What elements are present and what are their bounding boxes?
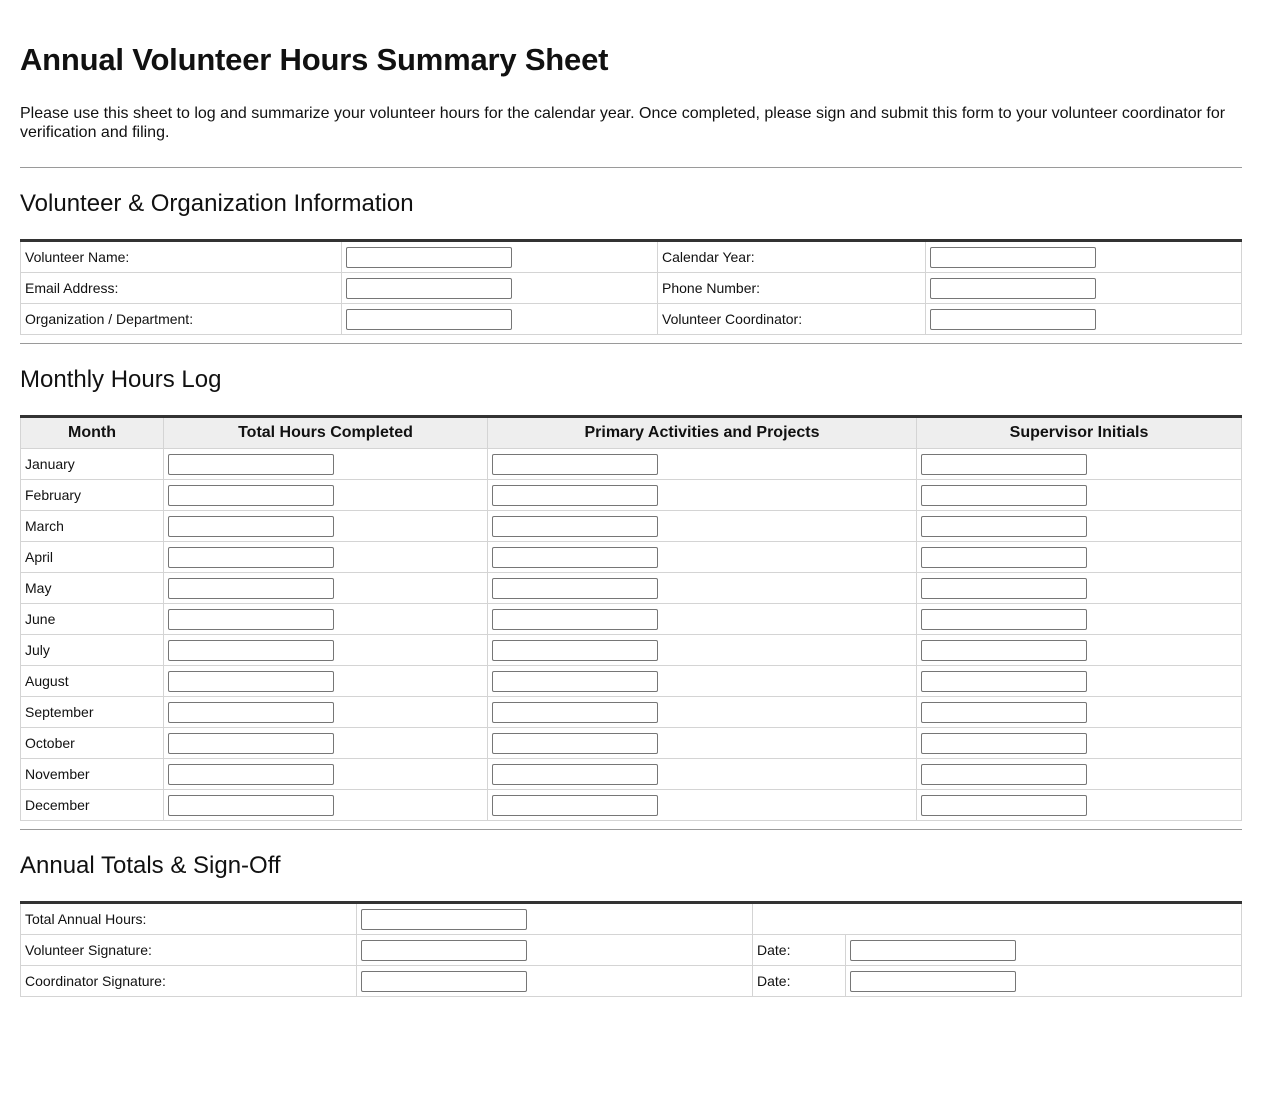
page-title: Annual Volunteer Hours Summary Sheet (20, 42, 609, 77)
initials-input[interactable] (921, 702, 1087, 723)
initials-input[interactable] (921, 795, 1087, 816)
initials-input[interactable] (921, 516, 1087, 537)
hours-input[interactable] (168, 640, 334, 661)
hours-cell (164, 480, 488, 511)
total-hours-input[interactable] (361, 909, 527, 930)
table-row (21, 635, 1242, 666)
volunteer-date-input[interactable] (850, 940, 1016, 961)
initials-cell (917, 728, 1242, 759)
initials-cell (917, 480, 1242, 511)
organization-label: Organization / Department: (21, 304, 342, 335)
activities-cell (488, 759, 917, 790)
column-header-activities: Primary Activities and Projects (488, 417, 917, 449)
total-hours-label: Total Annual Hours: (21, 903, 357, 935)
coordinator-date-label: Date: (753, 966, 846, 997)
initials-cell (917, 449, 1242, 480)
coordinator-cell (926, 304, 1242, 335)
hours-input[interactable] (168, 671, 334, 692)
activities-input[interactable] (492, 640, 658, 661)
table-row (21, 511, 1242, 542)
coordinator-date-cell (846, 966, 1242, 997)
hours-cell (164, 635, 488, 666)
activities-cell (488, 604, 917, 635)
column-header-initials: Supervisor Initials (917, 417, 1242, 449)
table-row (21, 935, 1242, 966)
activities-cell (488, 511, 917, 542)
coordinator-signature-cell (357, 966, 753, 997)
table-row (21, 542, 1242, 573)
log-section-heading: Monthly Hours Log (20, 366, 222, 393)
initials-cell (917, 759, 1242, 790)
hours-input[interactable] (168, 547, 334, 568)
initials-cell (917, 542, 1242, 573)
hours-cell (164, 542, 488, 573)
volunteer-date-label: Date: (753, 935, 846, 966)
initials-cell (917, 511, 1242, 542)
empty-cell (753, 903, 1242, 935)
table-header-row (21, 417, 1242, 449)
initials-input[interactable] (921, 485, 1087, 506)
initials-cell (917, 790, 1242, 821)
table-row (21, 903, 1242, 935)
initials-cell (917, 635, 1242, 666)
column-header-hours: Total Hours Completed (164, 417, 488, 449)
initials-input[interactable] (921, 578, 1087, 599)
phone-label: Phone Number: (658, 273, 926, 304)
hours-cell (164, 697, 488, 728)
table-row (21, 604, 1242, 635)
month-label: February (21, 480, 164, 511)
activities-input[interactable] (492, 547, 658, 568)
phone-cell (926, 273, 1242, 304)
monthly-log-table (20, 415, 1242, 821)
calendar-year-cell (926, 241, 1242, 273)
divider (20, 343, 1242, 344)
volunteer-signature-label: Volunteer Signature: (21, 935, 357, 966)
table-row (21, 728, 1242, 759)
table-row (21, 449, 1242, 480)
activities-input[interactable] (492, 702, 658, 723)
calendar-year-label: Calendar Year: (658, 241, 926, 273)
month-label: August (21, 666, 164, 697)
hours-cell (164, 573, 488, 604)
hours-cell (164, 604, 488, 635)
table-row (21, 304, 1242, 335)
activities-input[interactable] (492, 671, 658, 692)
coordinator-signature-label: Coordinator Signature: (21, 966, 357, 997)
activities-input[interactable] (492, 733, 658, 754)
month-label: October (21, 728, 164, 759)
month-label: September (21, 697, 164, 728)
activities-input[interactable] (492, 578, 658, 599)
hours-input[interactable] (168, 485, 334, 506)
table-row (21, 966, 1242, 997)
coordinator-date-input[interactable] (850, 971, 1016, 992)
volunteer-signature-input[interactable] (361, 940, 527, 961)
intro-text: Please use this sheet to log and summarize your volunteer hours for the calendar year. Once completed, please sign and submit this form to your volunteer coordinator for verification and filing. (20, 105, 1226, 141)
table-row (21, 573, 1242, 604)
hours-cell (164, 759, 488, 790)
calendar-year-input[interactable] (930, 247, 1096, 268)
table-row (21, 273, 1242, 304)
divider (20, 829, 1242, 830)
table-row (21, 790, 1242, 821)
email-label: Email Address: (21, 273, 342, 304)
table-row (21, 697, 1242, 728)
total-hours-cell (357, 903, 753, 935)
table-row (21, 666, 1242, 697)
month-label: April (21, 542, 164, 573)
totals-table (20, 901, 1242, 997)
volunteer-name-label: Volunteer Name: (21, 241, 342, 273)
initials-input[interactable] (921, 764, 1087, 785)
initials-input[interactable] (921, 671, 1087, 692)
hours-input[interactable] (168, 764, 334, 785)
volunteer-name-input[interactable] (346, 247, 512, 268)
monthly-log-body (21, 449, 1242, 821)
volunteer-signature-cell (357, 935, 753, 966)
email-cell (342, 273, 658, 304)
month-label: May (21, 573, 164, 604)
month-label: January (21, 449, 164, 480)
hours-input[interactable] (168, 795, 334, 816)
coordinator-signature-input[interactable] (361, 971, 527, 992)
hours-cell (164, 511, 488, 542)
hours-input[interactable] (168, 516, 334, 537)
activities-input[interactable] (492, 764, 658, 785)
activities-cell (488, 449, 917, 480)
table-row (21, 480, 1242, 511)
activities-input[interactable] (492, 609, 658, 630)
activities-cell (488, 728, 917, 759)
activities-cell (488, 480, 917, 511)
month-label: November (21, 759, 164, 790)
initials-cell (917, 697, 1242, 728)
hours-cell (164, 449, 488, 480)
table-row (21, 759, 1242, 790)
activities-input[interactable] (492, 516, 658, 537)
activities-input[interactable] (492, 485, 658, 506)
coordinator-label: Volunteer Coordinator: (658, 304, 926, 335)
activities-cell (488, 697, 917, 728)
activities-cell (488, 635, 917, 666)
activities-cell (488, 542, 917, 573)
activities-cell (488, 790, 917, 821)
volunteer-name-cell (342, 241, 658, 273)
month-label: July (21, 635, 164, 666)
divider (20, 167, 1242, 168)
organization-input[interactable] (346, 309, 512, 330)
month-label: March (21, 511, 164, 542)
info-section-heading: Volunteer & Organization Information (20, 190, 414, 217)
hours-input[interactable] (168, 702, 334, 723)
activities-cell (488, 666, 917, 697)
email-input[interactable] (346, 278, 512, 299)
coordinator-input[interactable] (930, 309, 1096, 330)
totals-section-heading: Annual Totals & Sign-Off (20, 852, 281, 879)
organization-cell (342, 304, 658, 335)
initials-cell (917, 573, 1242, 604)
hours-input[interactable] (168, 454, 334, 475)
hours-input[interactable] (168, 578, 334, 599)
volunteer-date-cell (846, 935, 1242, 966)
table-row (21, 241, 1242, 273)
hours-cell (164, 666, 488, 697)
initials-cell (917, 666, 1242, 697)
activities-input[interactable] (492, 454, 658, 475)
initials-cell (917, 604, 1242, 635)
activities-input[interactable] (492, 795, 658, 816)
initials-input[interactable] (921, 547, 1087, 568)
phone-input[interactable] (930, 278, 1096, 299)
initials-input[interactable] (921, 454, 1087, 475)
activities-cell (488, 573, 917, 604)
column-header-month: Month (21, 417, 164, 449)
hours-cell (164, 790, 488, 821)
month-label: December (21, 790, 164, 821)
initials-input[interactable] (921, 733, 1087, 754)
hours-cell (164, 728, 488, 759)
initials-input[interactable] (921, 609, 1087, 630)
info-table (20, 239, 1242, 335)
hours-input[interactable] (168, 609, 334, 630)
hours-input[interactable] (168, 733, 334, 754)
month-label: June (21, 604, 164, 635)
initials-input[interactable] (921, 640, 1087, 661)
